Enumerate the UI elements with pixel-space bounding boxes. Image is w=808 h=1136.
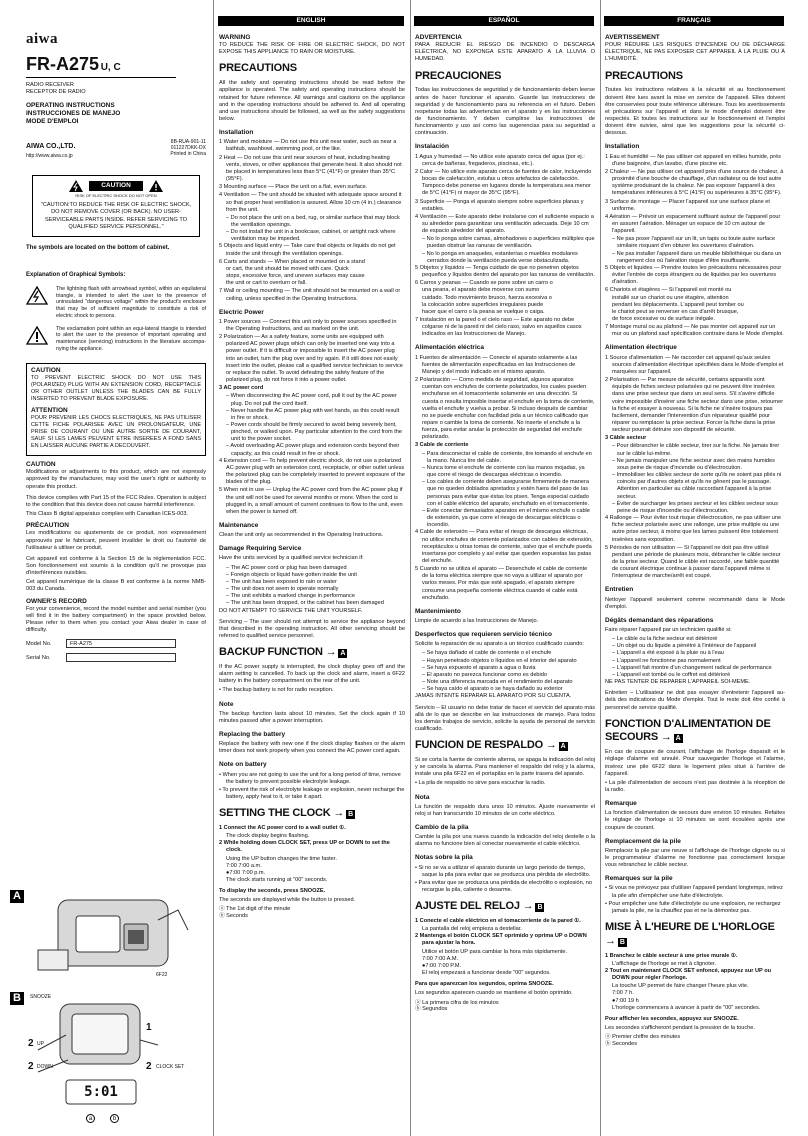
fr-install-item: 6 Chariots et étagères — Si l'appareil est monté ou installé sur un chariot ou une étagère, attention pendant les déplacements. L'appareil peut tomber ou le chariot peut se renverser en cas d'arrêt brusque, de force excessive ou de surface inégale. (605, 287, 744, 322)
figure-a-label: A (10, 890, 24, 903)
es-clock-step: ●7:00 7:00 P.M. (422, 962, 462, 969)
fr-backup-title: FONCTION D'ALIMENTATION DE SECOURS → (605, 717, 771, 744)
es-damage-item: – Se haya dañado el cable de corriente o el enchufe (422, 650, 552, 657)
en-damage-intro: Have the units serviced by a qualified service technician if: (219, 555, 364, 562)
step-2-marker: 2 (146, 1061, 152, 1072)
fr-power-item: 2 Polarisation — Par mesure de sécurité, certains appareils sont équipés de fiches secteur polarisées qui ne peuvent être insérées dans une prise secteur que dans un seul sens. S'il s'avère difficile voire impossible d'insérer une fiche secteur dans une prise, retourner la fiche et essayer à nouveau. Si la fiche ne s'insère toujours pas facilement, demander l'intervention d'un réparateur qualifié pour réparer ou remplacer la prise secteur. Forcer la fiche dans la prise secteur pourrait détruire son dispositif de sécurité. (605, 377, 784, 434)
fr-power-item: – Ne jamais manipuler une fiche secteur avec des mains humides sous peine de risque d'incendie ou d'électrocution. (612, 457, 775, 471)
english-column (219, 34, 405, 1136)
en-note-text: The backup function lasts about 10 minutes. Set the clock again if 10 minutes passed after a power interruption. (219, 710, 405, 724)
doc-code: 011227DKK-DX (170, 144, 206, 151)
es-clock-figure-ref: B (537, 904, 543, 912)
up-label: UP (37, 1041, 44, 1047)
es-install-item: 2 Calor — No utilice este aparato cerca de fuentes de calor, incluyendo bocas de calefacción, estufas u otros artefactos de calefacción. Tampoco debe ponerse en lugares donde la temperatura sea menor de 5°C (41°F) ni mayor de 35°C (95°F). (415, 168, 592, 197)
en-damage-item: – The unit has been dropped, or the cabinet has been damaged (226, 600, 384, 607)
es-battery-note: • Para evitar que se produzca una pérdida de electrólito o explosión, no recargue la pila, caliente o desarme. (415, 879, 593, 894)
es-install-item: 1 Agua y humedad — No utilice este aparato cerca del agua (por ej.: cerca de bañeras, fregaderos, piscinas, etc.). (415, 153, 585, 167)
es-damage-item: – Se haya expuesto el aparato a agua o lluvia (422, 664, 536, 671)
fr-maintenance-title: Entretien (605, 586, 634, 594)
en-backup-figure-ref: A (340, 650, 346, 658)
model-suffix: U, C (100, 61, 121, 73)
en-backup-title: BACKUP FUNCTION → (219, 646, 337, 659)
es-clock-step: La pantalla del reloj empieza a destellar. (422, 926, 522, 933)
en-clock-step: 7:00 7:00 a.m. (226, 862, 262, 869)
en-power-item: – Power cords should be firmly secured to avoid being severely bent, pinched, or walked upon. Pay particular attention to the cord from the unit to the power socket. (226, 422, 403, 443)
fr-replace-text: Remplacez la pile par une neuve si l'affichage de l'horloge clignote ou si le programmateur d'alarme ne fonctionne pas correctement lorsque vous rebranchez le câble secteur. (605, 847, 785, 869)
doc-code: 8B-RUA-901-11 (170, 138, 206, 145)
lightning-triangle-icon (26, 286, 48, 305)
spanish-column (415, 34, 595, 1136)
french-header: FRANÇAIS (604, 16, 784, 26)
legend-b-icon: ⓑ (605, 1041, 613, 1048)
en-install-item: 3 Mounting surface — Place the unit on a flat, even surface. (219, 184, 368, 191)
serial-no-field[interactable] (66, 653, 176, 662)
es-power-item: – Evite conectar demasiados aparatos en el mismo enchufe o cable de extensión, ya que corre el riesgo de descargas eléctricas o incendio. (422, 507, 590, 529)
es-install-item: – No lo ponga en anaqueles, estanterías o muebles modulares cerrados donde la ventilación pueda verse obstaculizada. (422, 250, 578, 264)
fr-power-item: – Éviter de surcharger les prises secteur et les câbles secteur sous peine de risque d'incendie ou d'électrocution. (612, 500, 779, 514)
spanish-header: ESPAÑOL (414, 16, 594, 26)
fr-note-battery-title: Remarques sur la pile (605, 875, 673, 883)
en-warning-text: TO REDUCE THE RISK OF FIRE OR ELECTRIC SHOCK, DO NOT EXPOSE THIS APPLIANCE TO RAIN OR MOISTURE. (219, 42, 405, 56)
company-url[interactable]: http://www.aiwa.co.jp (26, 152, 73, 159)
box-attention-text: POUR PREVENIR LES CHOCS ELECTRIQUES, NE PAS UTILISER CETTE FICHE POLARISEE AVEC UN PROLONGATEUR, UNE PRISE DE COURANT OU UNE AUTRE SORTIE DE COURANT, SAUF SI LES LAMES PEUVENT ETRE INSEREES A FOND SANS EN LAISSER AUCUNE PARTIE A DECOUVERT. (31, 415, 201, 450)
fr-clock-step: L'affichage de l'horloge se met à clignoter. (612, 960, 717, 967)
canada-text: This Class B digital apparatus complies with Canadian ICES-003. (26, 511, 188, 518)
es-damage-end: JAMAS INTENTE REPARAR EL APARATO POR SU CUENTA. (415, 693, 572, 700)
es-warning-title: ADVERTENCIA (415, 34, 462, 41)
en-install-item: 4 Ventilation — The unit should be situated with adequate space around it so that proper heat ventilation is assured. Allow 10 cm (4 in.) clearance from the unit. (219, 192, 402, 213)
es-install-item: 6 Carros y peanas — Cuando se pone sobre un carro o una peana, el aparato debe moverse con sumo cuidado. Todo movimiento brusco, fuerza excesiva o la colocación sobre superficies irregulares puede hacer que el carro o la peana se vuelque o caiga. (415, 280, 553, 315)
fr-damage-title: Dégâts demandant des réparations (605, 616, 714, 624)
box-caution-text: TO PREVENT ELECTRIC SHOCK DO NOT USE THIS (POLARIZED) PLUG WITH AN EXTENSION CORD, RECEPTACLE OR OTHER OUTLET UNLESS THE BLADES CAN BE FULLY INSERTED TO PREVENT BLADE EXPOSURE. (31, 374, 201, 402)
en-power-item: 1 Power sources — Connect this unit only to power sources specified in the Operating Instructions, and as marked on the unit. (219, 318, 397, 332)
en-battery-note: • When you are not going to use the unit for a long period of time, remove the battery to prevent possible electrolyte leakage. (219, 771, 401, 785)
caution2-title: CAUTION (26, 461, 56, 469)
es-damage-item: – Se haya caído el aparato o se haya dañado su exterior (422, 686, 563, 693)
fr-clock-figure-ref: B (619, 938, 625, 946)
fr-power-title: Alimentation électrique (605, 344, 677, 352)
es-power-item: 5 Cuando no se utiliza el aparato — Desenchufe el cable de corriente de la toma eléctrica siempre que no vaya a utilizar el aparato por varios meses. Por más que esté apagado, el aparato siempre consume una pequeña corriente eléctrica cuando el cable está enchufado. (415, 566, 588, 601)
es-clock-step: 7:00 7:00 A.M. (422, 955, 459, 962)
en-installation-title: Installation (219, 129, 254, 137)
exclamation-triangle-icon (149, 180, 163, 192)
es-note-battery-title: Notas sobre la pila (415, 854, 473, 862)
step-1-marker: 1 (146, 1022, 152, 1033)
es-damage-intro: Solicite la reparación de su aparato a un técnico cualificado cuando: (415, 641, 584, 648)
en-clock-step: Using the UP button changes the time faster. (226, 855, 337, 862)
caution-label: CAUTION (89, 181, 143, 191)
fr-clock-step: ●7:00 19 h (612, 997, 639, 1004)
es-power-item: 2 Polarización — Como medida de seguridad, algunos aparatos cuentan con enchufes de corriente polarizados, los cuales pueden enchufarse en el tomacorriente solamente en una dirección. Si cuesta o resulta imposible insertar el enchufe en la toma de corriente, vuelta el enchufe y vuelva a probar. Si incluso después de cambiar no se puede enchufar con facilidad pida a un técnico calificado que repare o cambie la toma de corriente. No inserte el enchufe a la fuerza, para evitar anular la protección de seguridad del enchufe polarizado. (415, 377, 595, 441)
es-install-item: 5 Objetos y líquidos — Tenga cuidado de que no penetren objetos pequeños y líquidos dentro del aparato por las ranuras de ventilación. (415, 264, 595, 279)
fr-clock-step: L'horloge commencera à avancer à partir de "00" secondes. (612, 1004, 761, 1011)
en-note-title: Note (219, 700, 234, 708)
es-backup-title: FUNCION DE RESPALDO → (415, 739, 557, 752)
fr-install-item: 3 Surface de montage — Placer l'appareil sur une surface plane et uniforme. (605, 198, 770, 212)
fr-battery-note: • Pour empêcher une fuite d'électrolyte ou une explosion, ne rechargez jamais la pile, ne la chauffez pas et ne la démontez pas. (605, 900, 781, 914)
fr-install-item: – Ne pas poser l'appareil sur un lit, un tapis ou toute autre surface similaire risquant d'en obturer les ouvertures d'aération. (612, 236, 776, 250)
caution-text: "CAUTION:TO REDUCE THE RISK OF ELECTRIC SHOCK, DO NOT REMOVE COVER (OR BACK). NO USER-SERVICEABLE PARTS INSIDE. REFER SERVICING TO QUALIFIED SERVICE PERSONNEL." (40, 201, 192, 231)
es-legend-b: Segundos (422, 1006, 448, 1013)
fr-servicing-text: Entretien – L'utilisateur ne doit pas essayer d'entretenir l'appareil au-delà des indications du Mode d'emploi. Tout le reste doit être confié à personnel de service qualifié. (605, 690, 785, 711)
fr-damage-item: – Le câble ou la fiche secteur est détérioré (612, 636, 718, 643)
canada-fr-text: Cet appareil numérique de la classe B est conforme à la norme NMB-003 du Canada. (26, 579, 206, 593)
model-no-field[interactable]: FR-A275 (66, 639, 176, 648)
fr-install-item: 7 Montage mural ou au plafond — Ne pas monter cet appareil sur un mur ou un plafond sauf spécification contraire dans le Mode d'emploi. (605, 324, 784, 338)
en-damage-item: – The AC power cord or plug has been damaged (226, 564, 347, 571)
company-name: AIWA CO.,LTD. (26, 142, 76, 150)
es-power-title: Alimentación eléctrica (415, 344, 484, 352)
fr-note-text: La fonction d'alimentation de secours dure environ 10 minutes. Refaites le réglage de l'horloge si 10 minutes se sont écoulées après une coupure de courant. (605, 810, 785, 831)
fr-install-item: 2 Chaleur — Ne pas utiliser cet appareil près d'une source de chaleur, à proximité d'une bouche de chauffage, d'un radiateur ou de tout autre système produisant de la chaleur. Ne pas exposer l'appareil à des températures inférieures à 5°C (41°F) ou supérieures à 35°C (95°F). (605, 168, 784, 197)
es-clock-step: Utilice el botón UP para cambiar la hora más rápidamente. (422, 948, 568, 955)
es-note-title: Nota (415, 793, 430, 801)
fr-damage-item: – Un objet ou du liquide a pénétré à l'intérieur de l'appareil (612, 643, 757, 650)
title-en: OPERATING INSTRUCTIONS (26, 102, 115, 110)
english-header: ENGLISH (218, 16, 404, 26)
en-damage-end: DO NOT ATTEMPT TO SERVICE THE UNIT YOURSELF. (219, 607, 363, 614)
explanation-title: Explanation of Graphical Symbols: (26, 272, 126, 279)
legend-b-icon: ⓑ (219, 913, 227, 920)
en-note-battery-title: Note on battery (219, 761, 267, 769)
es-damage-item: – Hayan penetrado objetos o líquidos en el interior del aparato (422, 657, 577, 664)
en-damage-item: – The unit has been exposed to rain or water (226, 578, 337, 585)
es-warning-text: PARA REDUCIR EL RIESGO DE INCENDIO O DESCARGA ELÉCTRICA, NO EXPONGA ESTE APARATO A LA LLUVIA O HUMEDAD. (415, 42, 595, 63)
figure-a-battery-illustration (28, 890, 206, 980)
caution-sub: RISK OF ELECTRIC SHOCK DO NOT OPEN (75, 192, 157, 198)
es-precautions-title: PRECAUCIONES (415, 69, 502, 82)
es-replace-title: Cambio de la pila (415, 824, 469, 831)
en-display-seconds-2: The seconds are displayed while the button is pressed. (219, 897, 356, 904)
en-clock-step: The clock starts running at "00" seconds. (226, 877, 328, 883)
legend-a-icon: ⓐ (605, 1034, 613, 1041)
en-servicing-text: Servicing – The user should not attempt to service the appliance beyond that described in the operating instruction. All other servicing should be referred to qualified service personnel. (219, 618, 405, 639)
fr-damage-intro: Faire réparer l'appareil par un technicien qualifié si: (605, 627, 732, 633)
doc-code: Printed in China (170, 151, 206, 158)
es-clock-step: El reloj empezará a funcionar desde "00" segundos. (422, 970, 551, 977)
precaution-text: Les modifications ou ajustements de ce produit, non expressément approuvés par le fabricant, peuvent invalider le droit ou l'autorité de l'utilisateur à utiliser ce produit. (26, 530, 206, 551)
en-power-item: – Avoid overloading AC power plugs and extension cords beyond their capacity, as this could result in fire or shock. (226, 443, 400, 457)
es-power-item: – Para desconectar el cable de corriente, tire tomando el enchufe en la mano. Nunca tire del cable. (422, 450, 592, 464)
fr-maintenance-text: Nettoyer l'appareil seulement comme recommandé dans le Mode d'emploi. (605, 596, 785, 610)
column-divider (410, 0, 411, 1136)
es-display-seconds-2: Los segundos aparecen cuando se mantiene el botón oprimido. (415, 990, 573, 997)
es-maintenance-text: Limpie de acuerdo a las Instrucciones de Manejo. (415, 618, 539, 625)
model-no-label: Model No. (26, 641, 52, 648)
fr-damage-end: NE PAS TENTER DE REPARER L'APPAREIL SOI-MEME. (605, 679, 751, 686)
en-battery-note: • To prevent the risk of electrolyte leakage or explosion, never recharge the battery, apply heat to it, or take it apart. (219, 786, 405, 800)
es-maintenance-title: Mantenimiento (415, 607, 461, 615)
fr-precautions-title: PRECAUTIONS (605, 69, 683, 82)
box-caution-title: CAUTION (31, 366, 61, 374)
es-note-text: La función de respaldo dura unos 10 minutos. Ajuste nuevamente el reloj si han transcurrido 10 minutos de un corte eléctrico. (415, 803, 595, 817)
fcc-text: This device complies with Part 15 of the FCC Rules. Operation is subject to the condition that this device does not cause harmful interference. (26, 494, 206, 508)
fr-damage-item: – L'appareil ne fonctionne pas normalement (612, 657, 721, 664)
step-2-marker: 2 (28, 1061, 34, 1072)
es-clock-step: 1 Conecte el cable eléctrico en el tomacorriente de la pared ①. (415, 917, 581, 924)
fr-damage-item: – L'appareil est tombé ou le coffret est détérioré (612, 671, 731, 678)
es-install-item: – No lo ponga sobre camas, almohadones o superficies múltiples que puedan obstruir las ranuras de ventilación. (422, 236, 595, 250)
en-power-item: 2 Polarization — As a safety feature, some units are equipped with polarized AC power plugs which can only be inserted one way into a power outlet. If it is difficult or impossible to insert the AC power plug into an outlet, turn the plug over and try again. If it still does not easily insert into the outlet, please call a qualified service technician to service or replace the outlet. To avoid defeating the safety feature of the polarized plug, do not force it into a power outlet. (219, 334, 403, 384)
en-damage-item: – The unit exhibits a marked change in performance (226, 593, 355, 600)
en-power-item: 3 AC power cord (219, 385, 264, 392)
clock-radio-illustration (28, 990, 206, 1130)
fr-power-item: – Pour débrancher le câble secteur, tirer sur la fiche. Ne jamais tirer sur le câble lui-même. (612, 443, 780, 457)
es-power-item: 3 Cable de corriente (415, 442, 469, 449)
en-clock-figure-ref: B (348, 811, 354, 819)
es-replace-text: Cambie la pila por una nueva cuando la indicación del reloj destelle o la alarma no funcione bien al conectar nuevamente el cable eléctrico. (415, 834, 595, 848)
marker-b: b (110, 1114, 119, 1123)
en-clock-step: 1 Connect the AC power cord to a wall outlet ①. (219, 824, 346, 831)
es-damage-item: – Note una diferencia marcada en el rendimiento del aparato (422, 679, 573, 686)
step-2-marker: 2 (28, 1038, 34, 1049)
en-clock-step: The clock display begins flashing. (226, 833, 310, 840)
fr-power-item: – Immobiliser les câbles secteur de sorte qu'ils ne soient pas pliés ni coincés par d'autres objets et qu'ils ne gênent pas le passage. Attention en particulier au câble raccordant l'appareil à la prise secteur. (612, 472, 782, 500)
es-power-item: – Los cables de corriente deben asegurarse firmemente de manera que no queden doblados apretados y estén fuera del paso de las personas para evitar que éstas los pisen. Tenga especial cuidado con el cable eléctrico del aparato, enchufado en el tomacorriente. (422, 479, 590, 507)
serial-no-label: Serial No. (26, 655, 51, 662)
en-install-item: – Do not place the unit on a bed, rug, or similar surface that may block the ventilation openings. (226, 214, 400, 228)
title-fr: MODE D'EMPLOI (26, 118, 79, 126)
fr-install-item: 4 Aération — Prévoir un espacement suffisant autour de l'appareil pour en assurer l'aération. Ménager un espace de 10 cm autour de l'appareil. (605, 213, 781, 235)
en-legend-a: The 1st digit of the minute (226, 906, 291, 913)
es-servicing-text: Servicio – El usuario no debe tratar de hacer el servicio del aparato más allá de lo que se describe en las instrucciones de manejo. Para todos los demás trabajos de servicio, solicite la ayuda de personal de servicio cualificado. (415, 704, 595, 733)
caution2-text: Modifications or adjustments to this product, which are not expressly approved by the manufacturer, may void the user's right or authority to operate this product. (26, 469, 206, 490)
en-warning-title: WARNING (219, 34, 251, 41)
fr-legend-a: Premier chiffre des minutes (612, 1034, 681, 1041)
en-display-seconds: To display the seconds, press SNOOZE. (219, 888, 326, 895)
fr-legend-b: Secondes (612, 1041, 638, 1048)
es-precautions-intro: Todas las instrucciones de seguridad y de funcionamiento deben leerse antes de hacer funcionar el aparato. Guarde las instrucciones de seguridad y de funcionamiento para su referencia en el futuro. Deben respetarse todas las advertencias en el aparato y en las instrucciones de funcionamiento. Y deben cumplirse las instrucciones de funcionamiento y uso así como las sugerencias para su seguridad a continuación. (415, 87, 595, 137)
es-clock-step: 2 Mantenga el botón CLOCK SET oprimido y oprima UP o DOWN para ajustar la hora. (415, 933, 587, 947)
exclamation-triangle-icon (26, 326, 48, 345)
clock-display: 5:01 (84, 1084, 118, 1100)
en-backup-bullet: • The backup battery is not for radio reception. (219, 687, 334, 694)
fr-replace-title: Remplacement de la pile (605, 837, 681, 845)
lightning-triangle-icon (69, 180, 83, 192)
fr-backup-text: En cas de coupure de courant, l'affichage de l'horloge disparaît et le réglage d'alarme est annulé. Pour sauvegarder l'horloge et l'alarme, insérez une pile 6F22 dans le logement piles situé à l'arrière de l'appareil. (605, 749, 785, 777)
legend-b-icon: ⓑ (415, 1006, 423, 1013)
fr-display-seconds: Pour afficher les secondes, appuyez sur SNOOZE. (605, 1015, 739, 1022)
en-power-item: 5 When not in use — Unplug the AC power cord from the AC power plug if the unit will not be used for several months or more. When the cord is plugged in, a small amount of current continues to flow to the unit, even when the power is turned off. (219, 487, 403, 515)
owner-record-text: For your convenience, record the model number and serial number (you will find it in the battery compartment) in the space provided below. Please refer to them when you contact your Aiwa dealer in case of difficulty. (26, 605, 206, 634)
owner-record-title: OWNER'S RECORD (26, 597, 87, 605)
fr-precautions-intro: Toutes les instructions relatives à la sécurité et au fonctionnement doivent être lues avant la mise en service de l'appareil. Elles doivent être conservées pour toute référence ultérieure. Tous les avertissements et précautions sur l'appareil et dans le mode d'emploi doivent être respectés. Et toutes les instructions sur le fonctionnement et l'emploi doivent être suivies, ainsi que les suggestions pour la sécurité ci-dessous. (605, 87, 785, 137)
en-precautions-intro: All the safety and operating instructions should be read before the appliance is operated. The safety and operating instructions should be retained for future reference. All warnings and cautions on the appliance and in the operating instructions should be adhered to. And all operating and use instructions should be followed, as well as the safety suggestions below. (219, 80, 405, 122)
figure-b-label: B (10, 992, 24, 1005)
title-es: INSTRUCCIONES DE MANEJO (26, 110, 121, 118)
symbols-note: The symbols are located on the bottom of cabinet. (26, 244, 170, 251)
es-installation-title: Instalación (415, 143, 449, 151)
es-backup-bullet: • La pila de respaldo no sirve para escuchar la radio. (415, 780, 546, 787)
en-install-item: 5 Objects and liquid entry — Take care that objects or liquids do not get inside the unit through the ventilation openings. (219, 243, 396, 257)
clock-set-label: CLOCK SET (156, 1064, 185, 1070)
product-line-en: RADIO RECEIVER (26, 82, 74, 89)
en-legend-b: Seconds (226, 913, 248, 920)
fr-power-item: 4 Rallonge — Pour éviter tout risque d'électrocution, ne pas utiliser une fiche secteur polarisée avec une rallonge, une prise multiple ou une autre prise secteur, à moins que les lames puissent être totalement insérées sans exposition. (605, 515, 782, 543)
es-power-item: 4 Cable de extensión — Para evitar el riesgo de descargas eléctricas, no utilice enchufes de corriente polarizados con cables de extensión, receptáculos u otras tomas de corriente, salvo que el enchufe pueda insertarse por completo y así evitar que queden expuestas las patas del enchufe. (415, 529, 593, 564)
fr-install-item: 5 Objets et liquides — Prendre toutes les précautions nécessaires pour éviter l'entrée de corps étrangers ou de liquides par les ouvertures d'aération. (605, 264, 782, 286)
es-battery-note: • Si no se va a utilizar el aparato durante un largo periodo de tiempo, saque la pila para evitar que se produzca una pérdida de electrólito. (415, 864, 591, 878)
en-clock-title: SETTING THE CLOCK → (219, 807, 345, 820)
legend-a-icon: ⓐ (219, 906, 227, 913)
fr-power-item: 5 Périodes de non utilisation — Si l'appareil ne doit pas être utilisé pendant une période de plusieurs mois, débrancher le câble secteur de la prise secteur. Quand le câble est raccordé, une faible quantité de courant électrique continue à passer dans l'appareil même si l'interrupteur de marche/arrêt est coupé. (605, 544, 781, 580)
en-install-item: 7 Wall or ceiling mounting — The unit should not be mounted on a wall or ceiling, unless specified in the Operating Instructions. (219, 288, 401, 302)
es-damage-title: Desperfectos que requieren servicio técnico (415, 631, 552, 639)
exclamation-explanation: The exclamation point within an equi-lateral triangle is intended to alert the user to the presence of important operating and maintenance (servicing) instructions in the literature accompa-nying the appliance. (56, 325, 206, 352)
fr-clock-step: La touche UP permet de faire changer l'heure plus vite. (612, 983, 749, 990)
en-replace-text: Replace the battery with new one if the clock display flashes or the alarm timer does not work properly when you connect the AC power cord again. (219, 741, 405, 755)
column-divider (600, 0, 601, 1136)
en-maintenance-title: Maintenance (219, 522, 259, 530)
en-power-item: – When disconnecting the AC power cord, pull it out by the AC power plug. Do not pull the cord itself. (226, 393, 397, 407)
en-damage-title: Damage Requiring Service (219, 545, 302, 553)
en-install-item: – Do not install the unit in a bookcase, cabinet, or airtight rack where ventilation may be impeded. (226, 229, 396, 243)
fr-note-title: Remarque (605, 800, 637, 808)
en-power-item: 4 Extension cord — To help prevent electric shock, do not use a polarized AC power plug with an extension cord, receptacle, or other outlet unless the polarized plug can be completely inserted to prevent exposure of the blades of the plug. (219, 457, 405, 486)
battery-compartment-illustration (28, 890, 206, 980)
fr-battery-note: • Si vous ne prévoyez pas d'utiliser l'appareil pendant longtemps, retirez la pile afin d'empêcher une fuite d'électrolyte. (605, 885, 783, 899)
es-clock-title: AJUSTE DEL RELOJ → (415, 900, 534, 913)
caution-panel (32, 175, 200, 237)
en-maintenance-text: Clean the unit only as recommended in the Operating Instructions. (219, 532, 384, 539)
fr-damage-item: – L'appareil fait montre d'un changement radical de performance (612, 664, 772, 671)
en-damage-item: – Foreign objects or liquid have gotten inside the unit (226, 571, 357, 578)
en-power-title: Electric Power (219, 308, 264, 316)
precaution-title: PRÉCAUTION (26, 522, 69, 530)
fr-installation-title: Installation (605, 143, 640, 151)
fr-power-item: 1 Source d'alimentation — Ne raccorder cet appareil qu'aux seules sources d'alimentation électrique spécifiées dans le Mode d'emploi et marquées sur l'appareil. (605, 354, 784, 375)
product-line-es: RECEPTOR DE RADIO (26, 89, 86, 96)
box-attention-title: ATTENTION (31, 406, 68, 414)
fr-warning-title: AVERTISSEMENT (605, 34, 660, 41)
french-column (605, 34, 785, 1136)
battery-type-label: 6F22 (156, 972, 168, 978)
lightning-explanation: The lightning flash with arrowhead symbol, within an equilateral triangle, is intended to alert the user to the presence of uninsulated "dangerous voltage" within the product's enclosure that may be of sufficient magnitude to constitute a risk of electric shock to persons. (56, 285, 206, 319)
brand-logo: aiwa (26, 31, 58, 47)
es-damage-item: – El aparato no parezca funcionar como es debido (422, 671, 548, 678)
es-legend-a: La primera cifra de los minutos (422, 999, 499, 1006)
en-clock-step: ●7:00 7:00 p.m. (226, 869, 266, 876)
fr-backup-bullet: • La pile d'alimentation de secours n'est pas destinée à la réception de la radio. (605, 779, 785, 793)
fr-clock-step: 1 Branchez le câble secteur à une prise murale ①. (605, 952, 738, 959)
fr-install-item: – Ne pas installer l'appareil dans un meuble bibliothèque ou dans un rangement clos où l'aération risque d'être insuffisante. (612, 250, 782, 264)
marker-a: a (86, 1114, 95, 1123)
en-power-item: – Never handle the AC power plug with wet hands, as this could result in fire or shock. (226, 407, 400, 421)
en-precautions-title: PRECAUTIONS (219, 62, 297, 75)
es-power-item: – Nunca tome el enchufe de corriente con las manos mojadas, ya que corre el riesgo de descargas eléctricas o incendio. (422, 464, 585, 479)
en-damage-item: – The unit does not seem to operate normally (226, 586, 339, 593)
fr-warning-text: POUR RÉDUIRE LES RISQUES D'INCENDIE OU DE DÉCHARGE ÉLECTRIQUE, NE PAS EXPOSER CET APPAREIL À LA PLUIE OU À L'HUMIDITÉ. (605, 42, 785, 63)
model-title: FR-A275 (26, 53, 100, 74)
en-install-item: 6 Carts and stands — When placed or mounted on a stand or cart, the unit should be moved with care. Quick stops, excessive force, and uneven surfaces may cause the unit or cart to overturn or fall. (219, 258, 365, 287)
es-display-seconds: Para que aparezcan los segundos, oprima SNOOZE. (415, 981, 554, 988)
fr-backup-figure-ref: A (675, 735, 681, 743)
es-backup-figure-ref: A (560, 743, 566, 751)
snooze-label: SNOOZE (30, 994, 52, 1000)
en-backup-text: If the AC power supply is interrupted, the clock display goes off and the alarm setting is cancelled. To back up the clock and alarm, insert a 6F22 battery in the battery compartment on the rear of the unit. (219, 663, 405, 685)
fr-power-item: 3 Câble secteur (605, 435, 647, 442)
fr-damage-item: – L'appareil a été exposé à la pluie ou à l'eau (612, 650, 724, 657)
column-divider (213, 0, 214, 1136)
es-install-item: 4 Ventilación — Este aparato debe instalarse con el suficiente espacio a su alrededor para garantizar una ventilación adecuada. Deje 10 cm de espacio alrededor del aparato. (415, 213, 594, 235)
fr-install-item: 1 Eau et humidité — Ne pas utiliser cet appareil en milieu humide, près d'une baignoire, d'un lavabo, d'une piscine etc. (605, 153, 781, 167)
legend-a-icon: ⓐ (415, 999, 423, 1006)
fr-display-seconds-2: Les secondes s'afficheront pendant la pression de la touche. (605, 1025, 755, 1031)
en-replace-title: Replacing the battery (219, 730, 286, 738)
fcc-fr-text: Cet appareil est conforme à la Section 15 de la réglementation FCC. Son fonctionnement est soumis à la condition qu'il ne provoque pas d'interférences nuisibles. (26, 555, 206, 577)
es-install-item: 3 Superficie — Ponga el aparato siempre sobre superficies planas y estables. (415, 198, 584, 212)
en-clock-step: 2 While holding down CLOCK SET, press UP or DOWN to set the clock. (219, 840, 390, 854)
fr-clock-title: MISE À L'HEURE DE L'HORLOGE → (605, 921, 775, 947)
en-install-item: 2 Heat — Do not use this unit near sources of heat, including heating vents, stoves, or other appliances that generate heat. It also should not be placed in temperatures less than 5°C (41°F) or greater than 35°C (95°F). (219, 154, 402, 183)
down-label: DOWN (37, 1064, 53, 1070)
es-power-item: 1 Fuentes de alimentación — Conecte el aparato solamente a las fuentes de alimentación especificadas en las Instrucciones de Manejo y del modo indicado en el mismo aparato. (415, 354, 578, 375)
polarized-caution-box (26, 363, 206, 457)
figure-b-clock-illustration (28, 990, 206, 1130)
fr-clock-step: 7:00 7 h. (612, 990, 634, 997)
en-install-item: 1 Water and moisture — Do not use this unit near water, such as near a bathtub, washbowl, swimming pool, or the like. (219, 139, 397, 153)
fr-clock-step: 2 Tout en maintenant CLOCK SET enfoncé, appuyez sur UP ou DOWN pour régler l'horloge. (605, 967, 772, 982)
es-backup-text: Si se corta la fuente de corriente alterna, se apaga la indicación del reloj y se cancela la alarma. Para mantener el respaldo del reloj y la alarma, instale una pila 6F22 en el portapilas en la parte trasera del aparato. (415, 756, 595, 778)
es-install-item: 7 Instalación en la pared o el cielo raso — Este aparato no debe colgarse ni de la pared ni del cielo raso, salvo en aquellos casos indicados en las Instrucciones de Manejo. (415, 317, 582, 338)
